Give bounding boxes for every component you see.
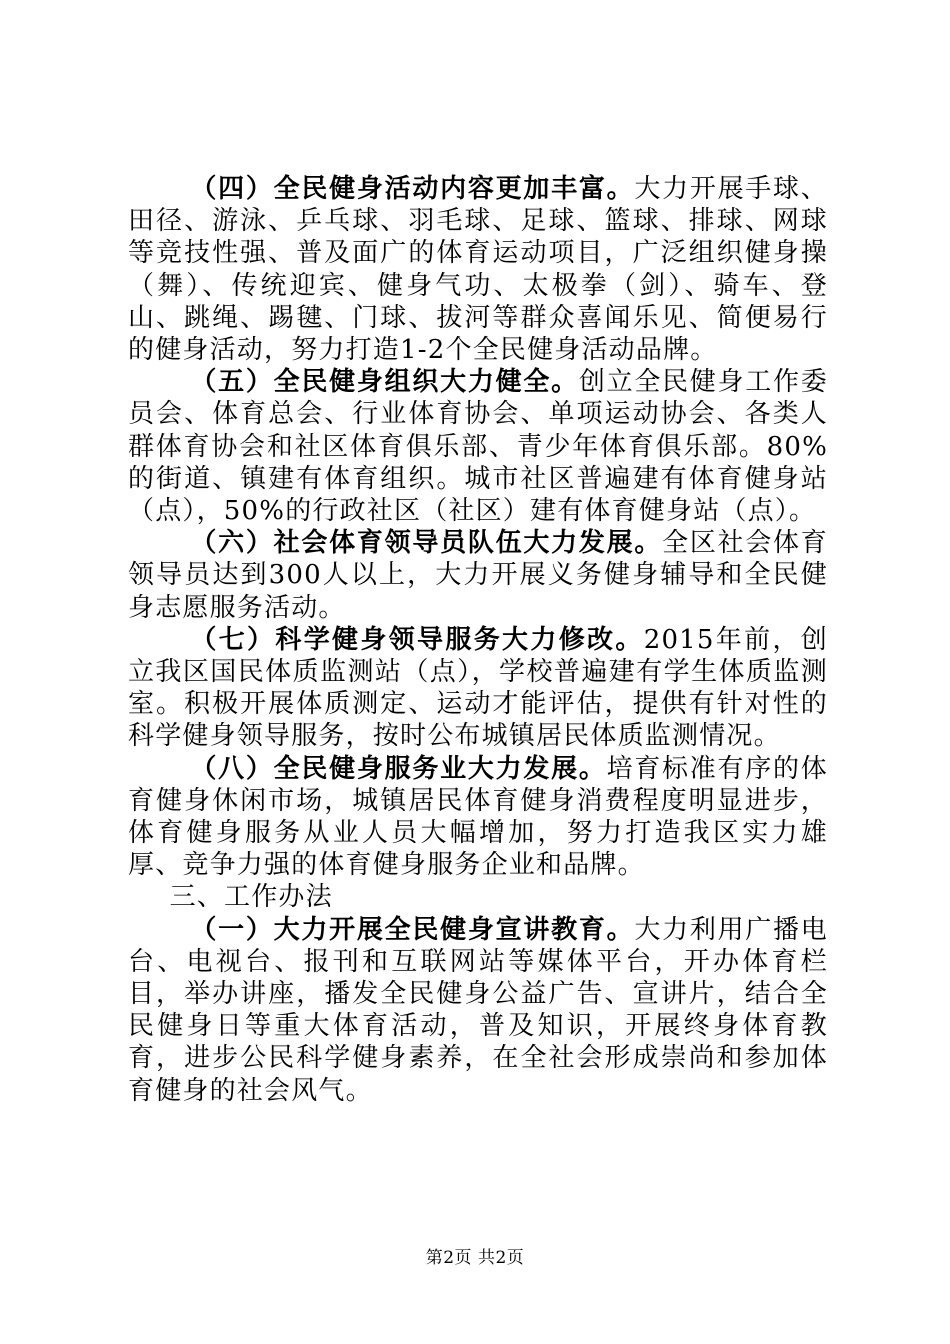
paragraph-lead: （一）大力开展全民健身宣讲教育。: [190, 914, 635, 945]
paragraph-text: 创立全民健身工作委员会、体育总会、行业体育协会、单项运动协会、各类人群体育协会和社区体育俱乐部、青少年体育俱乐部。80%的街道、镇建有体育组织。城市社区普遍建有体育健身站（点），50%的行政社区（社区）建有体育健身站（点）。: [128, 367, 828, 527]
paragraph-5: [128, 366, 828, 527]
document-body: [128, 173, 828, 1107]
paragraph-text: 培育标准有序的体育健身休闲市场，城镇居民体育健身消费程度明显进步，体育健身服务从业人员大幅增加，努力打造我区实力雄厚、竞争力强的体育健身服务企业和品牌。: [128, 753, 828, 881]
paragraph-text: 大力利用广播电台、电视台、报刊和互联网站等媒体平台，开办体育栏目，举办讲座，播发全民健身公益广告、宣讲片，结合全民健身日等重大体育活动，普及知识，开展终身体育教育，进步公民科学健身素养，在全社会形成崇尚和参加体育健身的社会风气。: [128, 914, 829, 1106]
paragraph-text: 2015年前，创立我区国民体质监测站（点），学校普遍建有学生体质监测室。积极开展体质测定、运动才能评估，提供有针对性的科学健身领导服务，按时公布城镇居民体质监测情况。: [128, 624, 828, 752]
page-number-footer: 第2页 共2页: [425, 1248, 525, 1268]
section-paragraph-1: [128, 914, 828, 1107]
paragraph-7: [128, 624, 828, 753]
paragraph-lead: （八）全民健身服务业大力发展。: [190, 753, 607, 784]
paragraph-6: [128, 527, 828, 624]
section-heading: 三、工作办法: [169, 882, 333, 913]
paragraph-lead: （四）全民健身活动内容更加丰富。: [190, 174, 635, 204]
paragraph-lead: （五）全民健身组织大力健全。: [190, 367, 579, 398]
paragraph-text: 全区社会体育领导员达到300人以上，大力开展义务健身辅导和全民健身志愿服务活动。: [128, 528, 829, 623]
paragraph-lead: （六）社会体育领导员队伍大力发展。: [190, 528, 663, 559]
paragraph-4: [128, 173, 828, 366]
paragraph-text: 大力开展手球、田径、游泳、乒乓球、羽毛球、足球、篮球、排球、网球等竞技性强、普及面广的体育运动项目，广泛组织健身操（舞）、传统迎宾、健身气功、太极拳（剑）、骑车、登山、跳绳、踢毽、门球、拔河等群众喜闻乐见、简便易行的健身活动，努力打造1-2个全民健身活动品牌。: [128, 174, 829, 366]
paragraph-lead: （七）科学健身领导服务大力修改。: [190, 624, 644, 655]
paragraph-8: [128, 753, 828, 882]
